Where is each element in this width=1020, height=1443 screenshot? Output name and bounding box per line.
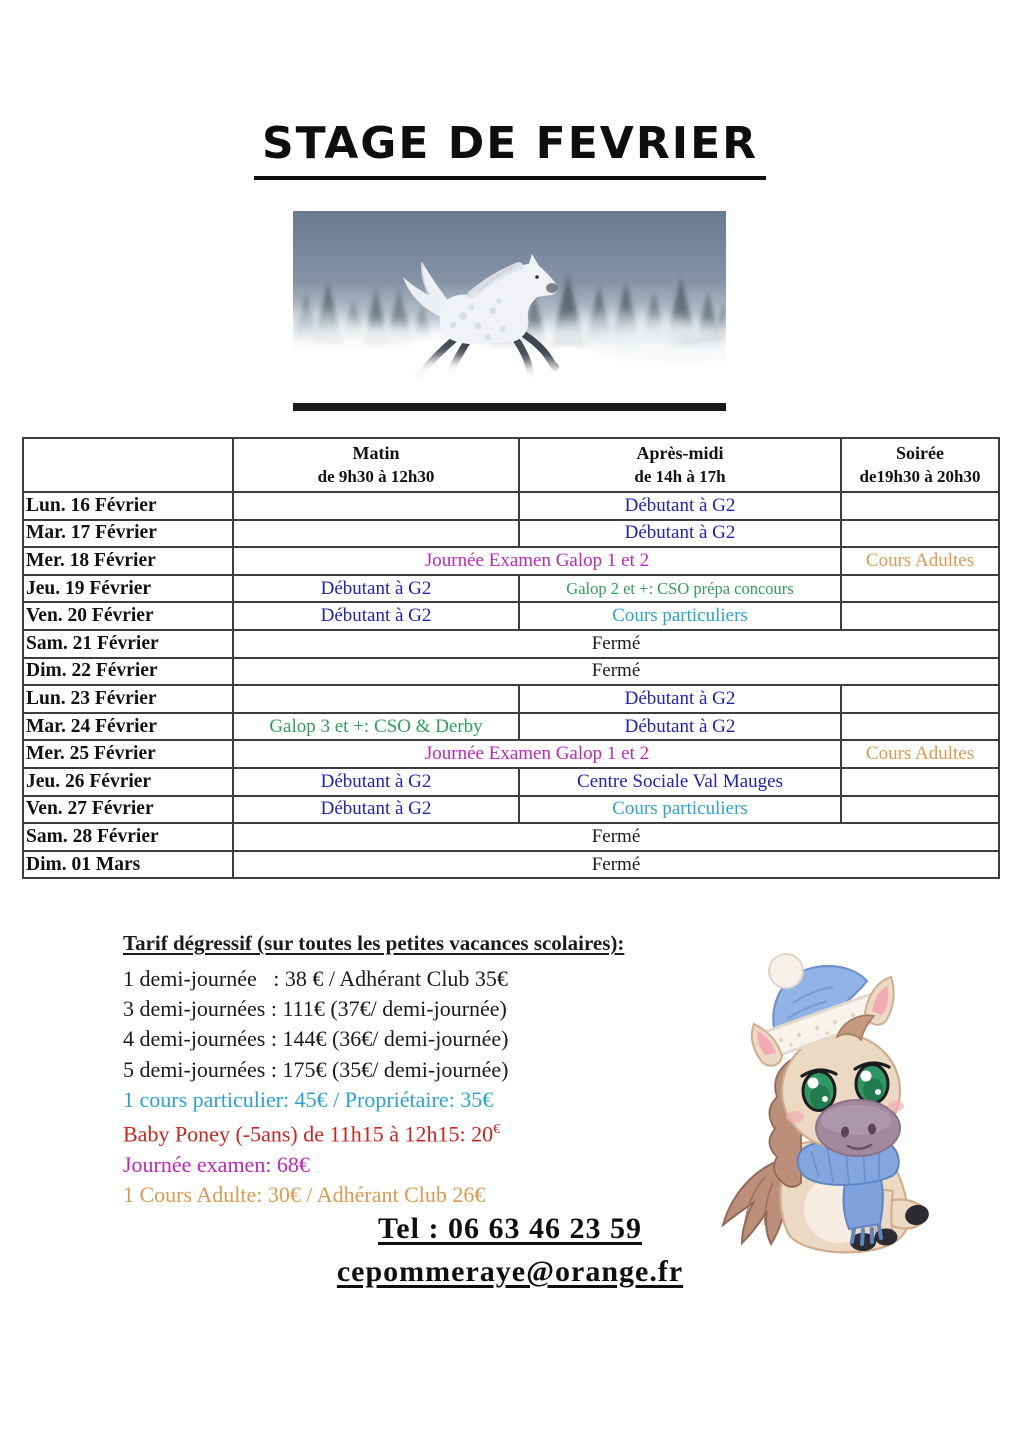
activity-cell [233,492,519,520]
date-cell: Lun. 16 Février [23,492,233,520]
date-cell: Jeu. 26 Février [23,768,233,796]
horse-illustration [293,211,726,411]
tarif-lines [123,964,763,1210]
activity-cell: Débutant à G2 [519,492,841,520]
pony-blush-left [786,1111,804,1123]
col-header-apres-midi: Après-midi de 14h à 17h [519,438,841,492]
activity-cell: Fermé [233,630,999,658]
schedule-table [22,437,1000,879]
activity-cell: Débutant à G2 [233,768,519,796]
table-row [23,823,999,851]
activity-cell: Débutant à G2 [233,575,519,603]
table-row [23,547,999,575]
activity-cell [841,492,999,520]
activity-cell: Cours Adultes [841,547,999,575]
activity-cell [841,713,999,741]
activity-cell: Débutant à G2 [519,520,841,548]
date-cell: Mer. 18 Février [23,547,233,575]
tarif-line: 1 cours particulier: 45€ / Propriétaire: 35€ [123,1086,494,1112]
email-address: cepommeraye@orange.fr [336,1255,684,1288]
phone-number: Tel : 06 63 46 23 59 [378,1212,642,1245]
date-cell: Ven. 20 Février [23,602,233,630]
date-cell: Ven. 27 Février [23,796,233,824]
tarif-title: Tarif dégressif (sur toutes les petites vacances scolaires): [123,931,625,955]
activity-cell: Cours Adultes [841,740,999,768]
date-cell: Jeu. 19 Février [23,575,233,603]
activity-cell: Journée Examen Galop 1 et 2 [233,740,841,768]
table-row [23,575,999,603]
col-header-date [23,438,233,492]
activity-cell [841,602,999,630]
page-title: STAGE DE FEVRIER [254,118,766,180]
activity-cell: Journée Examen Galop 1 et 2 [233,547,841,575]
activity-cell: Cours particuliers [519,602,841,630]
col-header-soiree: Soirée de19h30 à 20h30 [841,438,999,492]
tarif-line: 4 demi-journées : 144€ (36€/ demi-journée) [123,1026,509,1052]
table-row [23,520,999,548]
table-row [23,630,999,658]
activity-cell: Débutant à G2 [233,796,519,824]
pony-muzzle [816,1100,900,1156]
activity-cell: Cours particuliers [519,796,841,824]
table-row [23,685,999,713]
table-row [23,713,999,741]
activity-cell [841,768,999,796]
header-row [23,438,999,492]
title-wrap [0,118,1020,180]
table-row [23,602,999,630]
date-cell: Lun. 23 Février [23,685,233,713]
tarif-line: 1 Cours Adulte: 30€ / Adhérant Club 26€ [123,1181,486,1207]
activity-cell [841,796,999,824]
activity-cell: Débutant à G2 [233,602,519,630]
activity-cell: Galop 2 et +: CSO prépa concours [519,575,841,603]
table-row [23,492,999,520]
table-row [23,658,999,686]
date-cell: Mer. 25 Février [23,740,233,768]
activity-cell: Fermé [233,658,999,686]
table-row [23,796,999,824]
col-header-matin: Matin de 9h30 à 12h30 [233,438,519,492]
date-cell: Sam. 21 Février [23,630,233,658]
tarif-line: 3 demi-journées : 111€ (37€/ demi-journée) [123,996,507,1022]
schedule-table-body [23,492,999,878]
tarif-line: Journée examen: 68€ [123,1151,310,1177]
tarif-section [123,931,763,1210]
table-row [23,768,999,796]
activity-cell: Débutant à G2 [519,713,841,741]
date-cell: Mar. 17 Février [23,520,233,548]
activity-cell [841,685,999,713]
table-row [23,851,999,879]
activity-cell: Débutant à G2 [519,685,841,713]
horse-photo [293,211,726,411]
date-cell: Mar. 24 Février [23,713,233,741]
tarif-line: 1 demi-journée : 38 € / Adhérant Club 35€ [123,966,508,991]
contact-section [0,1212,1020,1289]
date-cell: Sam. 28 Février [23,823,233,851]
activity-cell: Centre Sociale Val Mauges [519,768,841,796]
activity-cell: Fermé [233,851,999,879]
activity-cell [841,575,999,603]
date-cell: Dim. 22 Février [23,658,233,686]
activity-cell: Fermé [233,823,999,851]
activity-cell: Galop 3 et +: CSO & Derby [233,713,519,741]
table-row [23,740,999,768]
activity-cell [841,520,999,548]
tarif-line: 5 demi-journées : 175€ (35€/ demi-journée) [123,1056,509,1082]
activity-cell [233,685,519,713]
tarif-line: Baby Poney (-5ans) de 11h15 à 12h15: 20€ [123,1121,501,1147]
date-cell: Dim. 01 Mars [23,851,233,879]
activity-cell [233,520,519,548]
pony-blush-right [888,1101,904,1112]
